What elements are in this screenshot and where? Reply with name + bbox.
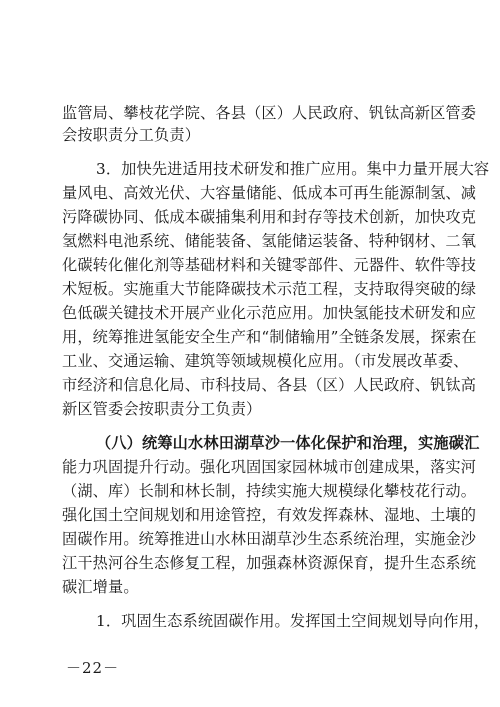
text-line-10: 用，统筹推进氢能安全生产和“制储输用”全链条发展，探索在 [62,328,477,346]
text-line-17: 强化国土空间规划和用途管控，有效发挥森林、湿地、土壤的 [62,506,477,524]
section-heading-line-1: （八）统筹山水林田湖草沙一体化保护和治理，实施碳汇 [96,434,480,452]
text-line-12: 市经济和信息化局、市科技局、各县（区）人民政府、钒钛高 [62,376,477,394]
text-line-11: 工业、交通运输、建筑等领域规模化应用。（市发展改革委、 [62,352,469,370]
text-line-15: 能力巩固提升行动。强化巩固国家园林城市创建成果，落实河 [62,458,477,476]
text-line-21: 1．巩固生态系统固碳作用。发挥国土空间规划导向作用， [96,612,490,630]
text-line-5: 污降碳协同、低成本碳捕集利用和封存等技术创新，加快攻克 [62,208,477,226]
text-line-7: 化碳转化催化剂等基础材料和关键零部件、元器件、软件等技 [62,256,477,274]
text-line-1: 监管局、攀枝花学院、各县（区）人民政府、钒钛高新区管委 [62,104,477,122]
text-line-18: 固碳作用。统筹推进山水林田湖草沙生态系统治理，实施金沙 [62,530,477,548]
page-number: －22－ [66,659,120,677]
text-line-8: 术短板。实施重大节能降碳技术示范工程，支持取得突破的绿 [62,280,477,298]
text-line-16: （湖、库）长制和林长制，持续实施大规模绿化攀枝花行动。 [62,482,477,500]
text-line-6: 氢燃料电池系统、储能装备、氢能储运装备、特种钢材、二氧 [62,232,477,250]
text-line-19: 江干热河谷生态修复工程，加强森林资源保育，提升生态系统 [62,554,477,572]
text-line-2: 会按职责分工负责） [62,126,201,144]
text-line-13: 新区管委会按职责分工负责） [62,400,262,418]
text-line-3: 3．加快先进适用技术研发和推广应用。集中力量开展大容 [96,160,490,178]
text-line-20: 碳汇增量。 [62,578,139,596]
text-line-9: 色低碳关键技术开展产业化示范应用。加快氢能技术研发和应 [62,304,477,322]
text-line-4: 量风电、高效光伏、大容量储能、低成本可再生能源制氢、减 [62,184,477,202]
